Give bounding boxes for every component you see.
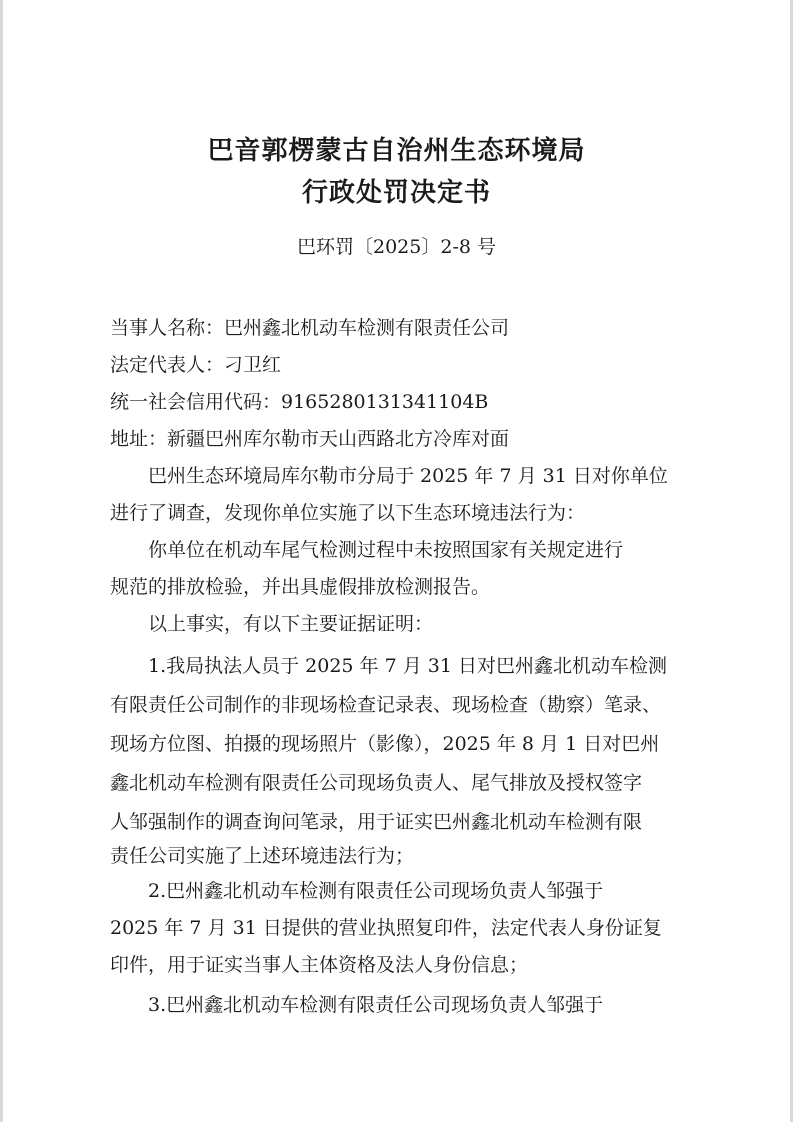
- body-line: 责任公司实施了上述环境违法行为；: [110, 845, 415, 867]
- body-line: 人邹强制作的调查询问笔录，用于证实巴州鑫北机动车检测有限: [110, 811, 643, 833]
- credit-code: 统一社会信用代码：9165280131341104B: [110, 391, 489, 413]
- party-name: 当事人名称：巴州鑫北机动车检测有限责任公司: [110, 317, 510, 339]
- scan-edge-left: [0, 0, 3, 1122]
- body-line: 巴州生态环境局库尔勒市分局于 2025 年 7 月 31 日对你单位: [110, 465, 668, 487]
- body-line: 鑫北机动车检测有限责任公司现场负责人、尾气排放及授权签字: [110, 772, 643, 794]
- body-line: 2.巴州鑫北机动车检测有限责任公司现场负责人邹强于: [110, 880, 604, 902]
- body-line: 3.巴州鑫北机动车检测有限责任公司现场负责人邹强于: [110, 994, 604, 1016]
- agency-title: 巴音郭楞蒙古自治州生态环境局: [207, 136, 586, 166]
- party-address: 地址：新疆巴州库尔勒市天山西路北方冷库对面: [110, 428, 510, 450]
- body-line: 以上事实，有以下主要证据证明：: [110, 613, 434, 635]
- legal-representative: 法定代表人：刁卫红: [110, 354, 282, 376]
- body-line: 进行了调查，发现你单位实施了以下生态环境违法行为：: [110, 502, 586, 524]
- body-line: 有限责任公司制作的非现场检查记录表、现场检查（勘察）笔录、: [110, 694, 662, 716]
- body-line: 印件，用于证实当事人主体资格及法人身份信息；: [110, 954, 529, 976]
- document-title: 行政处罚决定书: [301, 178, 491, 208]
- body-line: 1.我局执法人员于 2025 年 7 月 31 日对巴州鑫北机动车检测: [110, 655, 667, 677]
- body-line: 你单位在机动车尾气检测过程中未按照国家有关规定进行: [110, 539, 624, 561]
- document-number: 巴环罚〔2025〕2-8 号: [297, 236, 496, 258]
- body-line: 现场方位图、拍摄的现场照片（影像），2025 年 8 月 1 日对巴州: [110, 733, 660, 755]
- body-line: 规范的排放检验，并出具虚假排放检测报告。: [110, 576, 491, 598]
- body-line: 2025 年 7 月 31 日提供的营业执照复印件，法定代表人身份证复: [110, 917, 662, 939]
